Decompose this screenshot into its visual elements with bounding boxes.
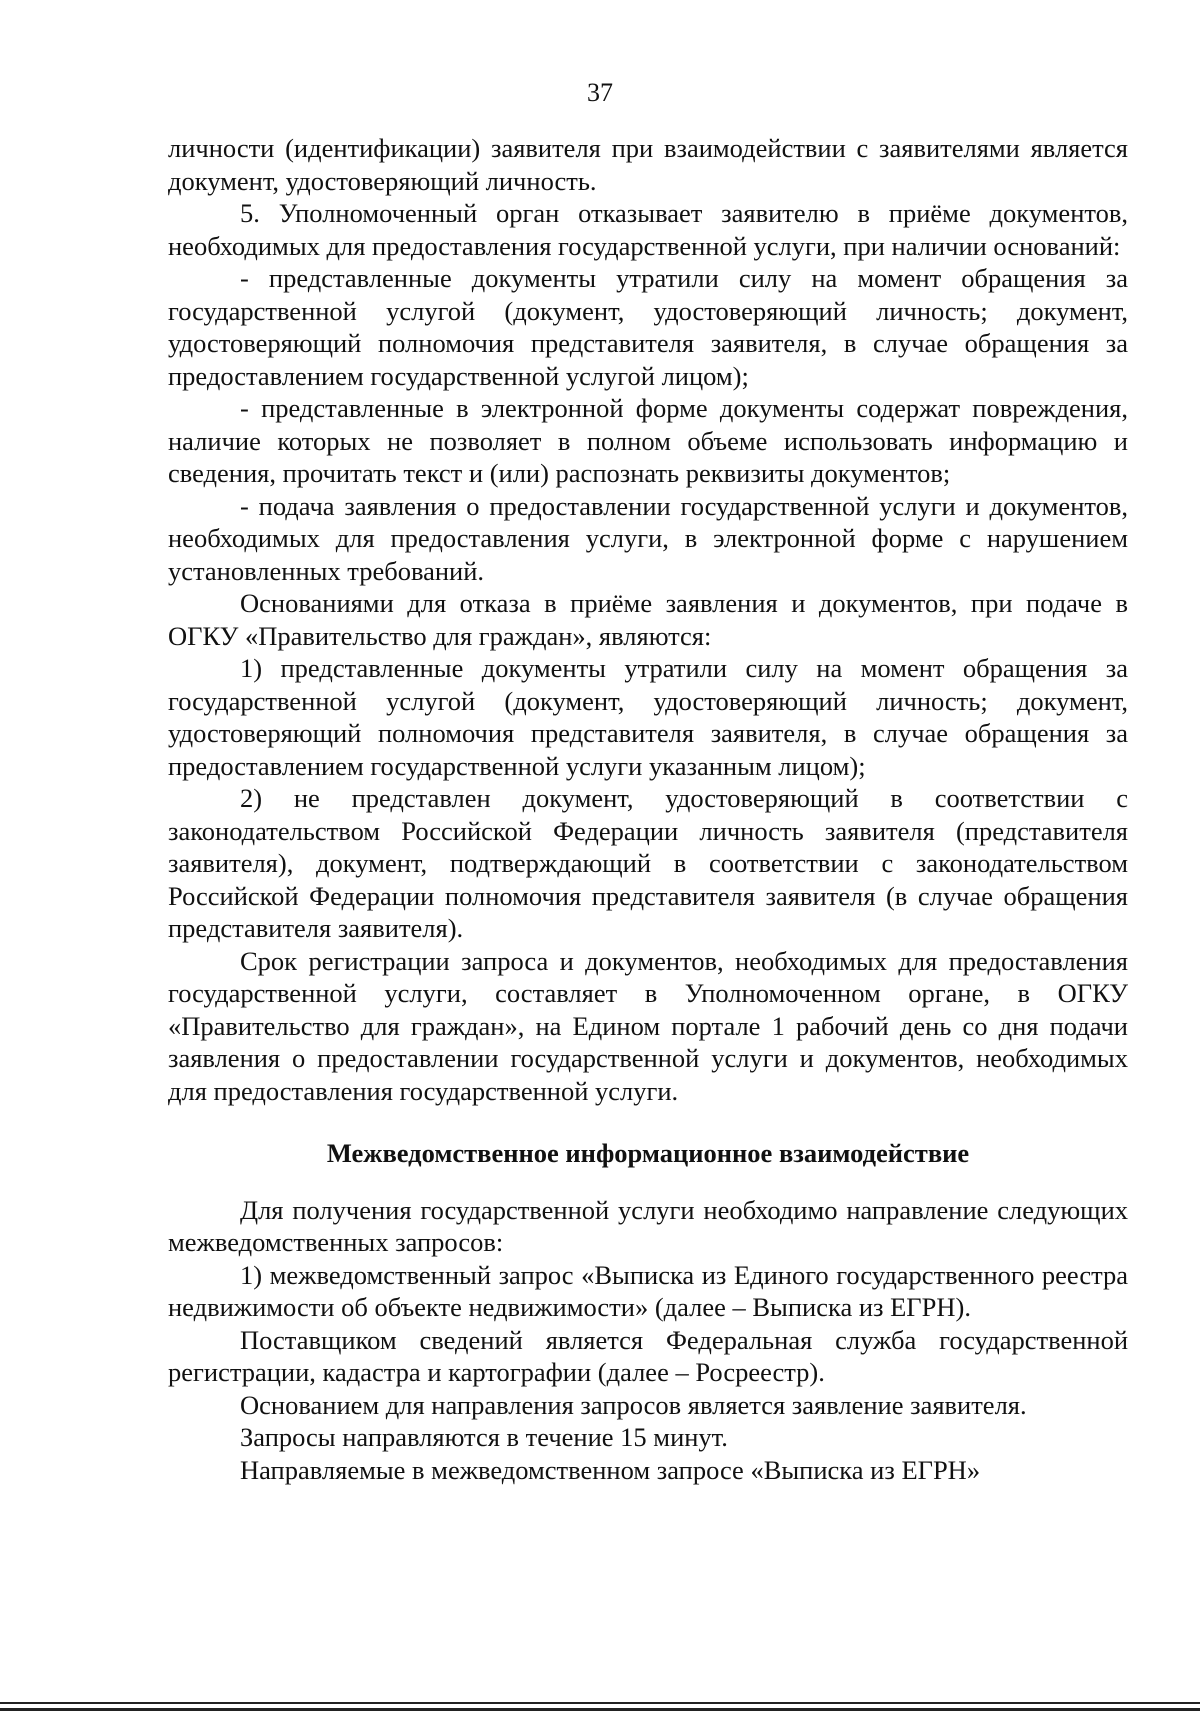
scan-edge-line bbox=[0, 1702, 1200, 1704]
list-item: - подача заявления о предоставлении государственной услуги и документов, необходимых для предоставления услуги, в электронной форме с нарушением установленных требований. bbox=[168, 490, 1128, 586]
list-item: 1) межведомственный запрос «Выписка из Единого государственного реестра недвижимости об объекте недвижимости» (далее – Выписка из ЕГРН). bbox=[168, 1259, 1128, 1322]
paragraph: Направляемые в межведомственном запросе «Выписка из ЕГРН» bbox=[240, 1454, 981, 1485]
paragraph: Поставщиком сведений является Федеральная служба государственной регистрации, кадастра и картографии (далее – Росреестр). bbox=[168, 1324, 1128, 1387]
paragraph: личности (идентификации) заявителя при взаимодействии с заявителями является документ, удостоверяющий личность. bbox=[168, 133, 1128, 196]
list-item: 2) не представлен документ, удостоверяющий в соответствии с законодательством Российской Федерации личность заявителя (представителя заявителя), документ, подтверждающий в соответствии с законодательством Российской Федерации полномочия представителя заявителя (в случае обращения представителя заявителя). bbox=[168, 783, 1128, 943]
paragraph: Запросы направляются в течение 15 минут. bbox=[240, 1422, 728, 1452]
list-item: - представленные документы утратили силу на момент обращения за государственной услугой (документ, удостоверяющий личность; документ, удостоверяющий полномочия представителя заявителя, в случае обращения за предоставлением государственной услугой лицом); bbox=[168, 263, 1128, 391]
section-heading: Межведомственное информационное взаимодействие bbox=[326, 1138, 970, 1168]
paragraph: Основаниями для отказа в приёме заявления и документов, при подаче в ОГКУ «Правительство для граждан», являются: bbox=[168, 588, 1128, 651]
document-body bbox=[168, 132, 1128, 1486]
paragraph: 5. Уполномоченный орган отказывает заявителю в приёме документов, необходимых для предоставления государственной услуги, при наличии оснований: bbox=[168, 198, 1128, 261]
paragraph: Основанием для направления запросов является заявление заявителя. bbox=[240, 1389, 1027, 1420]
paragraph: Срок регистрации запроса и документов, необходимых для предоставления государственной услуги, составляет в Уполномоченном органе, в ОГКУ «Правительство для граждан», на Едином портале 1 рабочий день со дня подачи заявления о предоставлении государственной услуги и документов, необходимых для предоставления государственной услуги. bbox=[168, 945, 1128, 1106]
scan-edge-line bbox=[0, 1708, 1200, 1711]
list-item: - представленные в электронной форме документы содержат повреждения, наличие которых не позволяет в полном объеме использовать информацию и сведения, прочитать текст и (или) распознать реквизиты документов; bbox=[168, 393, 1128, 488]
page-number: 37 bbox=[587, 78, 613, 107]
paragraph: Для получения государственной услуги необходимо направление следующих межведомственных запросов: bbox=[168, 1194, 1128, 1257]
list-item: 1) представленные документы утратили силу на момент обращения за государственной услугой (документ, удостоверяющий личность; документ, удостоверяющий полномочия представителя заявителя, в случае обращения за предоставлением государственной услуги указанным лицом); bbox=[168, 653, 1128, 781]
